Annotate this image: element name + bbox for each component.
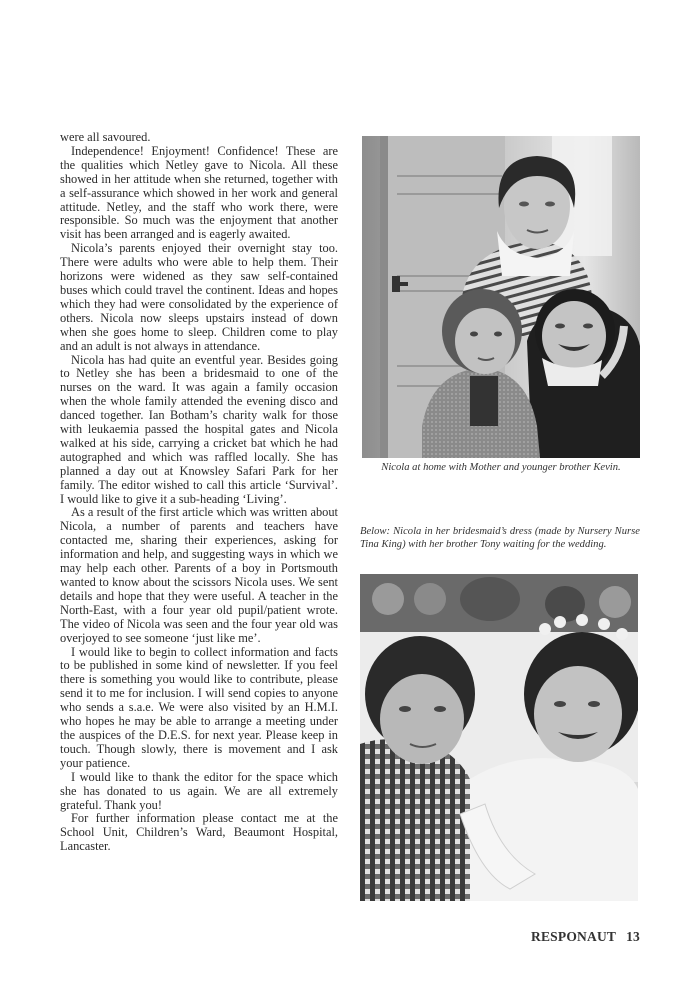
page-footer <box>470 929 640 945</box>
family-photo-image <box>362 136 640 458</box>
publication-name: RESPONAUT <box>531 929 617 944</box>
page-number: 13 <box>626 929 640 944</box>
article-paragraph: As a result of the first article which was written about Nicola, a number of parents and teachers have contacted me, sharing their experiences, asking for information and help, and suggesting ways in which we may help each other. Parents of a boy in Portsmouth wanted to know about the scissors Nicola uses. We sent details and hope that they were useful. A teacher in the North-East, with a four year old pupil/patient wrote. The video of Nicola was seen and the four year old was overjoyed to see someone ‘just like me’. <box>60 505 338 645</box>
article-paragraph: Nicola has had quite an eventful year. Besides going to Netley she has been a bridesmaid to one of the nurses on the ward. It was again a family occasion when the whole family attended the evening disco and danced together. Ian Botham’s charity walk for those with leukaemia passed the hospital gates and Nicola walked at his side, carrying a cricket bat which he had autographed and which was raffled locally. She has planned a day out at Knowsley Safari Park for her family. The editor wished to call this article ‘Survival’. I would like to give it a sub-heading ‘Living’. <box>60 352 338 506</box>
family-photo-caption: Nicola at home with Mother and younger brother Kevin. <box>381 462 621 473</box>
article-paragraph: For further information please contact me at the School Unit, Children’s Ward, Beaumont Hospital, Lancaster. <box>60 811 338 854</box>
bridesmaid-photo-caption: Below: Nicola in her bridesmaid’s dress (made by Nursery Nurse Tina King) with her brother Tony waiting for the wedding. <box>360 526 640 550</box>
bridesmaid-photo-image <box>360 574 638 901</box>
article-paragraph: Nicola’s parents enjoyed their overnight stay too. There were adults who were able to help them. Their horizons were widened as they saw self-contained buses which could travel the continent. Ideas and hopes which they had were consolidated by the experience of others. Nicola now sleeps upstairs instead of down when she goes home to sleep. Children come to play and an adult is not always in attendance. <box>60 241 338 353</box>
article-paragraph: I would like to thank the editor for the space which she has donated to us again. We are all extremely grateful. Thank you! <box>60 769 338 812</box>
family-photo <box>362 136 640 458</box>
article-paragraph: I would like to begin to collect information and facts to be published in some kind of newsletter. If you feel there is something you would like to contribute, please send it to me for inclusion. I will send copies to anyone who sends a s.a.e. We were also visited by an H.M.I. who hopes he may be able to arrange a meeting under the auspices of the D.E.S. for next year. Please keep in touch. Though slowly, there is movement and I ask your patience. <box>60 644 338 770</box>
article-paragraph: were all savoured. <box>60 130 151 144</box>
article-paragraph: Independence! Enjoyment! Confidence! These are the qualities which Netley gave to Nicola. All these showed in her attitude when she returned, together with a self-assurance which showed in her work and general attitude. Netley, and the staff who work there, were responsible. So much was the enjoyment that another visit has been arranged and is eagerly awaited. <box>60 143 338 242</box>
article-body <box>60 131 338 854</box>
bridesmaid-photo <box>360 574 638 901</box>
